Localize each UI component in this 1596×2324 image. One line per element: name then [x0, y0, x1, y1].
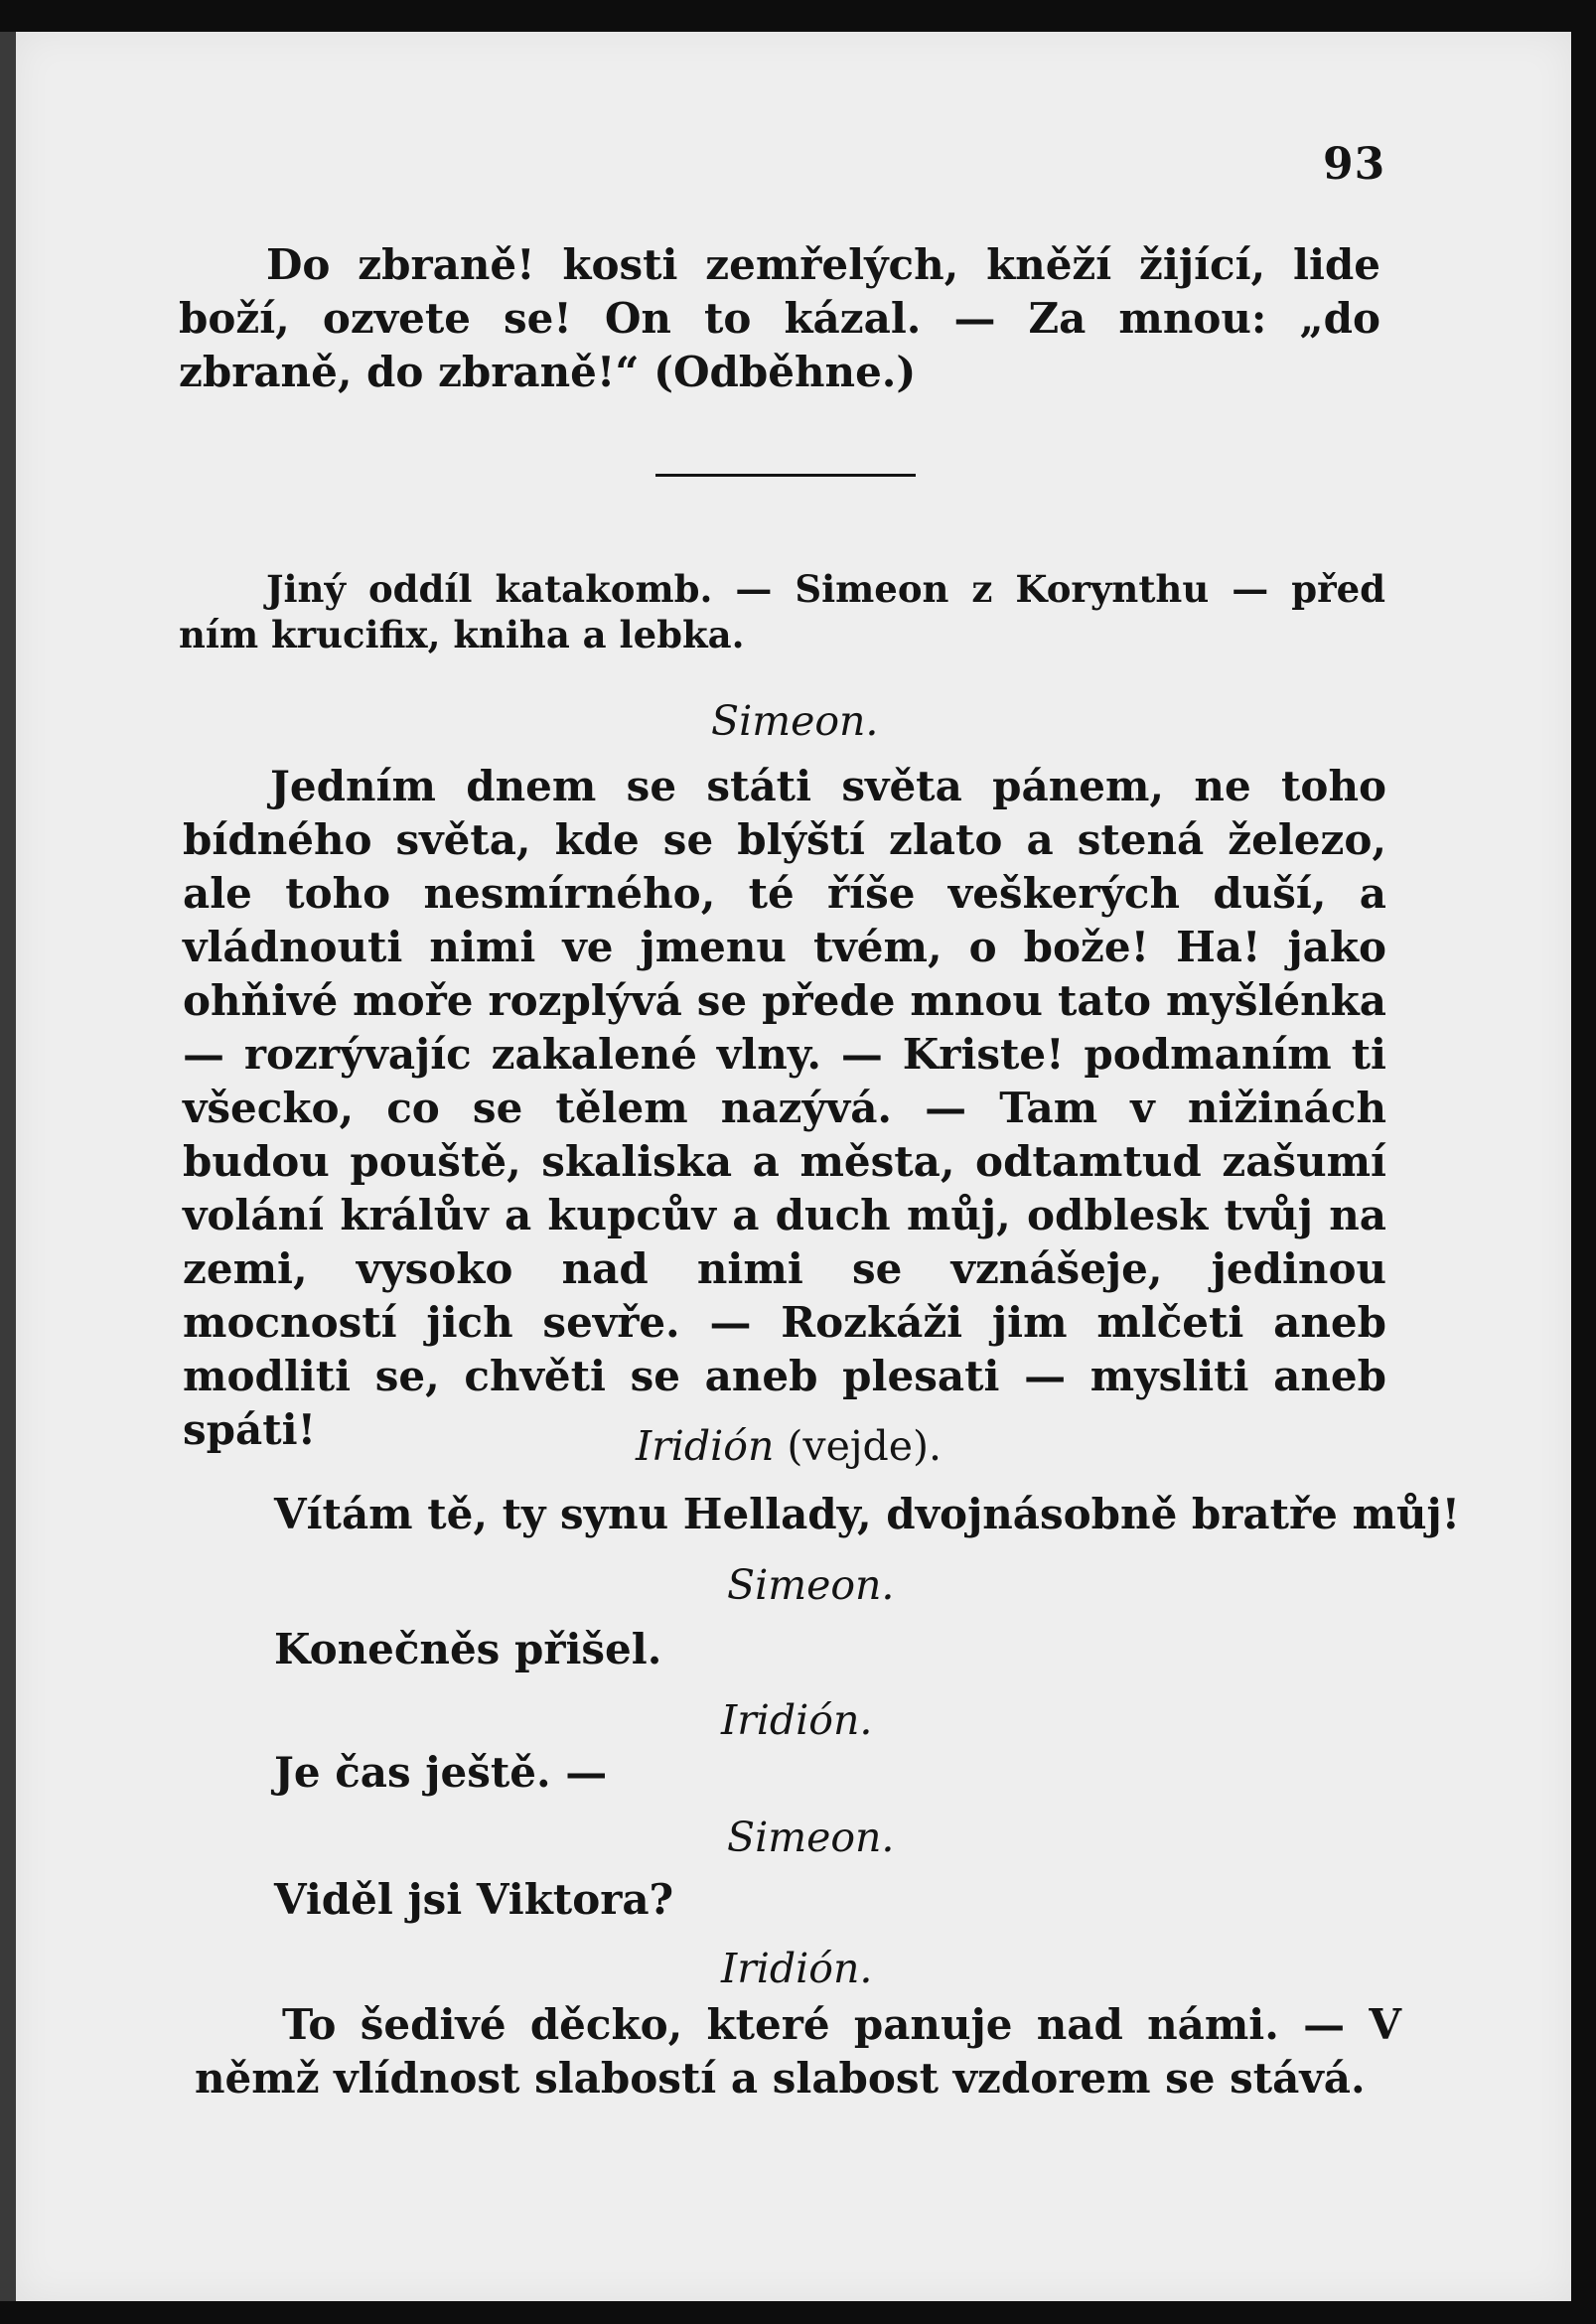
stage-direction-text: Jiný oddíl katakomb. — Simeon z Korynthu — před ním krucifix, kniha a lebka. — [179, 567, 1385, 656]
section-divider — [655, 474, 916, 477]
simeon-line-2: Konečněs přišel. — [274, 1625, 662, 1673]
speaker-simeon-3: Simeon. — [727, 1814, 895, 1861]
page-number: 93 — [1323, 139, 1386, 190]
speaker-iridion-1-note: (vejde). — [787, 1422, 943, 1470]
binding-edge — [0, 32, 16, 2301]
iridion-line-3-text: To šedivé děcko, které panuje nad námi. — V němž vlídnost slabostí a slabost vzdorem se stává. — [195, 2000, 1401, 2103]
speaker-iridion-1-name: Iridión — [636, 1422, 775, 1470]
opening-paragraph — [179, 238, 1380, 399]
speaker-simeon-1: Simeon. — [711, 697, 879, 745]
speaker-iridion-2: Iridión. — [721, 1696, 873, 1744]
iridion-line-3 — [195, 1998, 1401, 2106]
speaker-simeon-2: Simeon. — [727, 1561, 895, 1609]
stage-direction — [179, 566, 1385, 657]
speaker-iridion-3: Iridión. — [721, 1945, 873, 1992]
iridion-line-2: Je čas ještě. — — [274, 1748, 608, 1797]
simeon-line-3: Viděl jsi Viktora? — [274, 1875, 674, 1924]
simeon-monologue — [183, 760, 1386, 1457]
opening-text: Do zbraně! kosti zemřelých, kněží žijící, lide boží, ozvete se! On to kázal. — Za mnou: „do zbraně, do zbraně!“ (Odběhne.) — [179, 240, 1380, 396]
speaker-iridion-1 — [636, 1422, 942, 1470]
monologue-text: Jedním dnem se státi světa pánem, ne toho bídného světa, kde se blýští zlato a stená železo, ale toho nesmírného, té říše veškerých duší, a vládnouti nimi ve jmenu tvém, o bože! Ha! jako ohňivé moře rozplývá se přede mnou tato myšlénka — rozrývajíc zakalené vlny. — Kriste! podmaním ti všecko, co se tělem nazývá. — Tam v nižinách budou pouště, skaliska a města, odtamtud zašumí volání králův a kupcův a duch můj, odblesk tvůj na zemi, vysoko nad nimi se vznášeje, jedinou mocností jich sevře. — Rozkáži jim mlčeti aneb modliti se, chvěti se aneb plesati — mysliti aneb spáti! — [183, 762, 1386, 1454]
iridion-line-1: Vítám tě, ty synu Hellady, dvojnásobně bratře můj! — [274, 1490, 1461, 1538]
